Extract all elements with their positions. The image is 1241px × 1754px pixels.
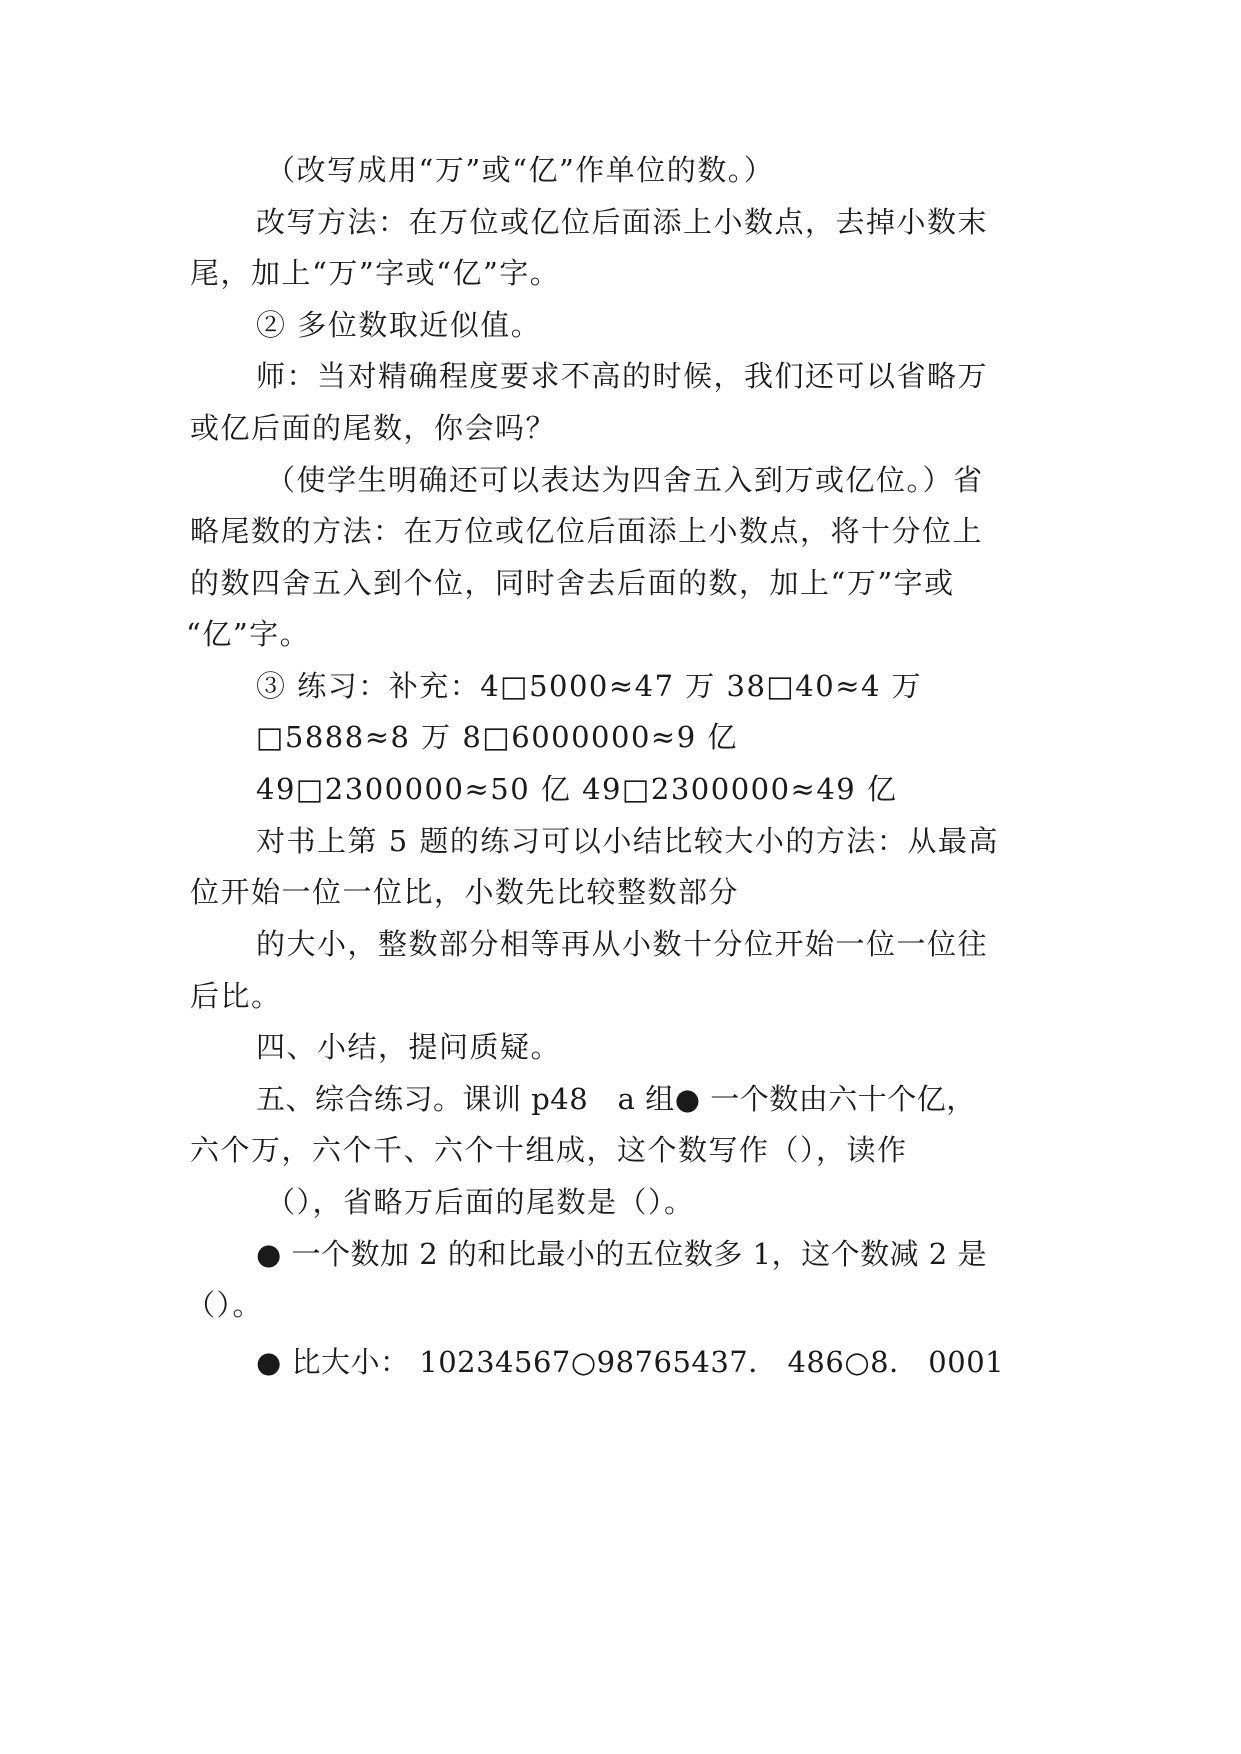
paragraph-line-18: 四、小结，提问质疑。 (256, 1030, 562, 1064)
paragraph-line-21: （），省略万后面的尾数是（）。 (266, 1185, 695, 1219)
paragraph-line-10: “亿”字。 (186, 617, 311, 651)
paragraph-line-17: 后比。 (190, 979, 282, 1013)
paragraph-line-19: 五、综合练习。课训 p48 a 组● 一个数由六十个亿， (256, 1082, 976, 1116)
paragraph-line-12: □5888≈8 万 8□6000000≈9 亿 (256, 720, 738, 754)
paragraph-line-6: 或亿后面的尾数，你会吗？ (190, 411, 557, 445)
paragraph-line-16: 的大小，整数部分相等再从小数十分位开始一位一位往 (256, 927, 989, 961)
paragraph-line-11: ③ 练习：补充：4□5000≈47 万 38□40≈4 万 (256, 669, 923, 703)
paragraph-line-4: ② 多位数取近似值。 (256, 308, 542, 342)
paragraph-line-7: （使学生明确还可以表达为四舍五入到万或亿位。）省 (266, 463, 984, 497)
paragraph-line-22: ● 一个数加 2 的和比最小的五位数多 1，这个数减 2 是 (256, 1237, 987, 1271)
paragraph-line-1: （改写成用“万”或“亿”作单位的数。） (266, 153, 775, 187)
paragraph-line-13: 49□2300000≈50 亿 49□2300000≈49 亿 (256, 772, 898, 806)
paragraph-line-3: 尾，加上“万”字或“亿”字。 (190, 256, 561, 290)
paragraph-line-14: 对书上第 5 题的练习可以小结比较大小的方法：从最高 (256, 824, 999, 858)
paragraph-line-24: ● 比大小： 10234567○98765437． 486○8． 0001 (256, 1345, 1005, 1379)
paragraph-line-23: （）。 (186, 1288, 264, 1322)
paragraph-line-2: 改写方法：在万位或亿位后面添上小数点，去掉小数末 (256, 205, 989, 239)
paragraph-line-8: 略尾数的方法：在万位或亿位后面添上小数点，将十分位上 (190, 514, 984, 548)
paragraph-line-15: 位开始一位一位比，小数先比较整数部分 (190, 875, 740, 909)
paragraph-line-9: 的数四舍五入到个位，同时舍去后面的数，加上“万”字或 (190, 566, 955, 600)
paragraph-line-5: 师：当对精确程度要求不高的时候，我们还可以省略万 (256, 359, 989, 393)
paragraph-line-20: 六个万，六个千、六个十组成，这个数写作（），读作 (190, 1133, 908, 1167)
